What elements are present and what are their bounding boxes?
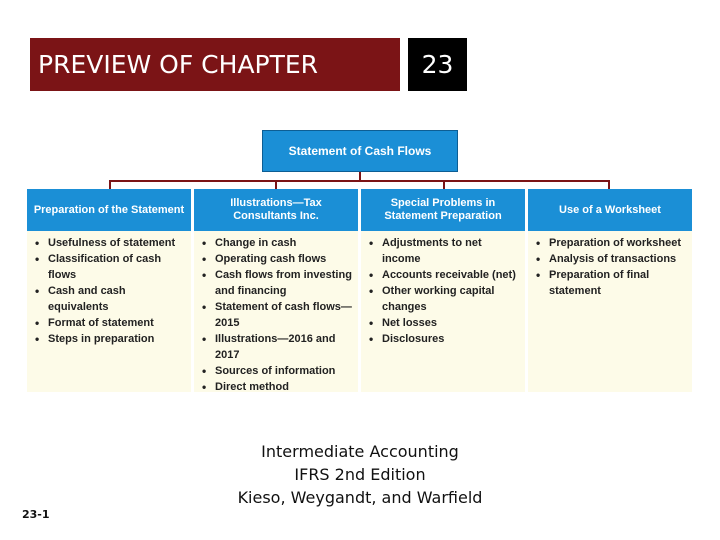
branch-connector-1 <box>109 180 111 189</box>
list-item: • Preparation of final statement <box>536 267 686 299</box>
list-item: • Adjustments to net income <box>369 235 519 267</box>
list-item: • Cash flows from investing and financing <box>202 267 352 299</box>
list-item: • Other working capital changes <box>369 283 519 315</box>
book-edition: IFRS 2nd Edition <box>294 465 426 484</box>
book-info <box>210 440 510 509</box>
slide-number: 23-1 <box>22 508 50 521</box>
column-heading-label: Special Problems in Statement Preparation <box>384 197 502 222</box>
branch-connector-3 <box>443 180 445 189</box>
list-item: • Statement of cash flows—2015 <box>202 299 352 331</box>
column-heading-worksheet <box>528 189 692 231</box>
list-item: • Usefulness of statement <box>35 235 185 251</box>
list-item: • Illustrations—2016 and 2017 <box>202 331 352 363</box>
column-body-preparation <box>27 231 191 392</box>
root-node <box>262 130 458 172</box>
branch-connector-2 <box>275 180 277 189</box>
list-item: • Disclosures <box>369 331 519 347</box>
column-heading-label: Illustrations—Tax Consultants Inc. <box>230 197 322 222</box>
book-title: Intermediate Accounting <box>261 442 459 461</box>
chapter-title <box>30 38 400 91</box>
list-item: • Steps in preparation <box>35 331 185 347</box>
list-item: • Preparation of worksheet <box>536 235 686 251</box>
column-heading-illustrations <box>194 189 358 231</box>
list-item: • Format of statement <box>35 315 185 331</box>
list-item: • Operating cash flows <box>202 251 352 267</box>
list-item: • Net losses <box>369 315 519 331</box>
column-heading-special-problems <box>361 189 525 231</box>
chapter-number-text: 23 <box>421 50 454 79</box>
list-item: • Change in cash <box>202 235 352 251</box>
column-body-worksheet <box>528 231 692 392</box>
chapter-title-text: PREVIEW OF CHAPTER <box>38 50 319 79</box>
list-item: • Sources of information <box>202 363 352 379</box>
horizontal-connector <box>109 180 610 182</box>
column-heading-label: Preparation of the Statement <box>33 203 185 216</box>
root-node-label: Statement of Cash Flows <box>288 144 432 158</box>
column-heading-label: Use of a Worksheet <box>559 203 661 216</box>
list-item: • Cash and cash equivalents <box>35 283 185 315</box>
column-body-special-problems <box>361 231 525 392</box>
list-item: • Analysis of transactions <box>536 251 686 267</box>
list-item: • Direct method <box>202 379 352 395</box>
column-heading-preparation <box>27 189 191 231</box>
list-item: • Classification of cash flows <box>35 251 185 283</box>
branch-connector-4 <box>608 180 610 189</box>
column-body-illustrations <box>194 231 358 392</box>
chapter-number <box>408 38 467 91</box>
book-authors: Kieso, Weygandt, and Warfield <box>237 488 483 507</box>
list-item: • Accounts receivable (net) <box>369 267 519 283</box>
